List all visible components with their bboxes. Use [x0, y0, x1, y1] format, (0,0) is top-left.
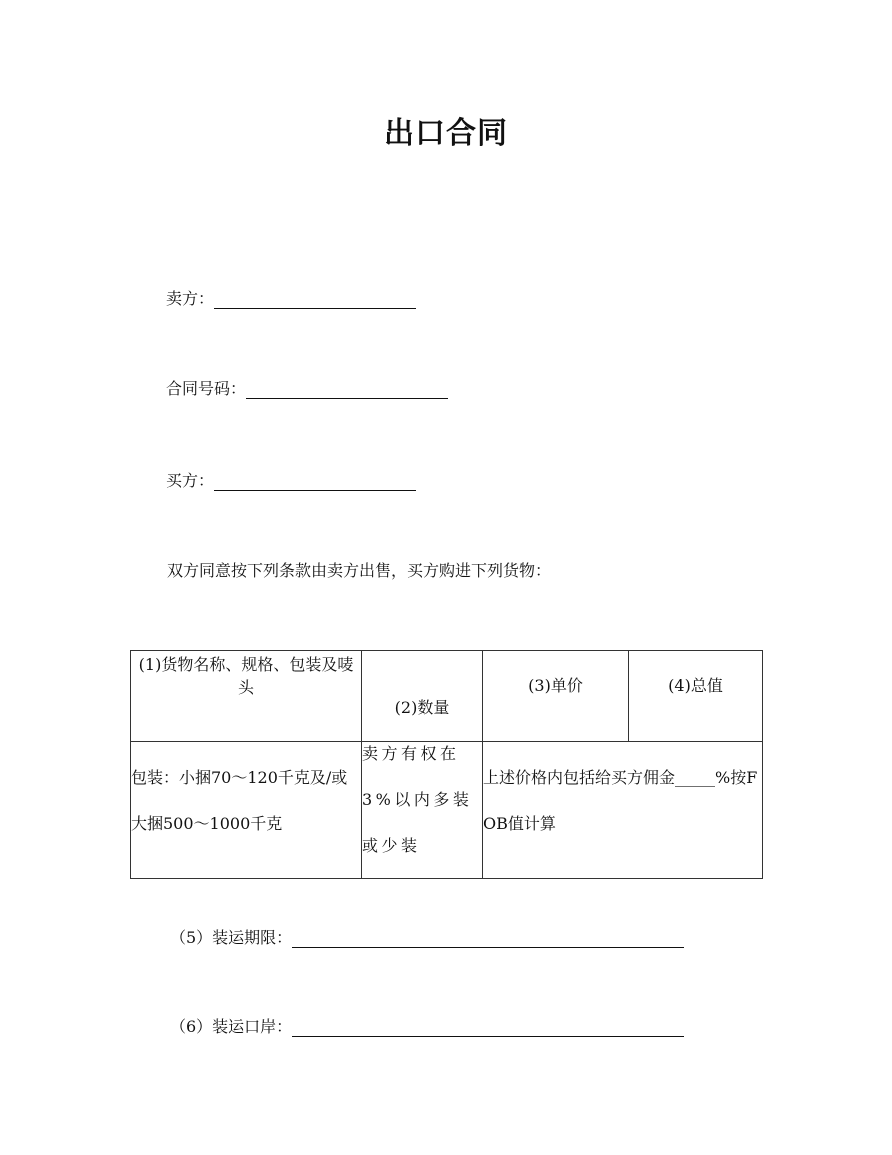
seller-field: [166, 289, 416, 309]
seller-blank[interactable]: [214, 290, 416, 309]
header-total-value: [629, 651, 763, 742]
cell-goods-packing: [131, 742, 362, 879]
cell-goods-packing-text: 包装：小捆70～120千克及/或大捆500～1000千克: [131, 768, 348, 833]
seller-label: 卖方：: [166, 289, 215, 308]
contract-number-label: 合同号码：: [166, 379, 247, 398]
cell-price-note-text: 上述价格内包括给买方佣金_____%按FOB值计算: [483, 768, 758, 833]
contract-number-field: [166, 379, 448, 399]
header-goods-name: [131, 651, 362, 742]
intro-text: 双方同意按下列条款由卖方出售，买方购进下列货物：: [167, 561, 552, 580]
loading-port-blank[interactable]: [292, 1018, 684, 1037]
loading-port-field: [170, 1017, 684, 1037]
goods-table-row: [131, 742, 763, 879]
goods-table-header-row: [131, 651, 763, 742]
buyer-field: [166, 471, 416, 491]
goods-table: [130, 650, 763, 879]
buyer-label: 买方：: [166, 471, 215, 490]
shipment-time-field: [170, 928, 684, 948]
contract-number-blank[interactable]: [246, 380, 448, 399]
shipment-time-blank[interactable]: [292, 929, 684, 948]
loading-port-label: （6）装运口岸：: [170, 1017, 293, 1036]
cell-price-note: [483, 742, 763, 879]
header-total-value-text: (4)总值: [668, 676, 723, 695]
header-unit-price-text: (3)单价: [528, 676, 583, 695]
buyer-blank[interactable]: [214, 472, 416, 491]
cell-quantity-text: 卖方有权在3%以内多装或少装: [362, 744, 473, 855]
document-title: 出口合同: [384, 116, 508, 151]
header-quantity: [362, 651, 483, 742]
header-quantity-text: (2)数量: [394, 697, 450, 717]
header-goods-name-text: (1)货物名称、规格、包装及唛头: [138, 655, 354, 697]
cell-quantity: [362, 742, 483, 879]
shipment-time-label: （5）装运期限：: [170, 928, 293, 947]
header-unit-price: [483, 651, 629, 742]
